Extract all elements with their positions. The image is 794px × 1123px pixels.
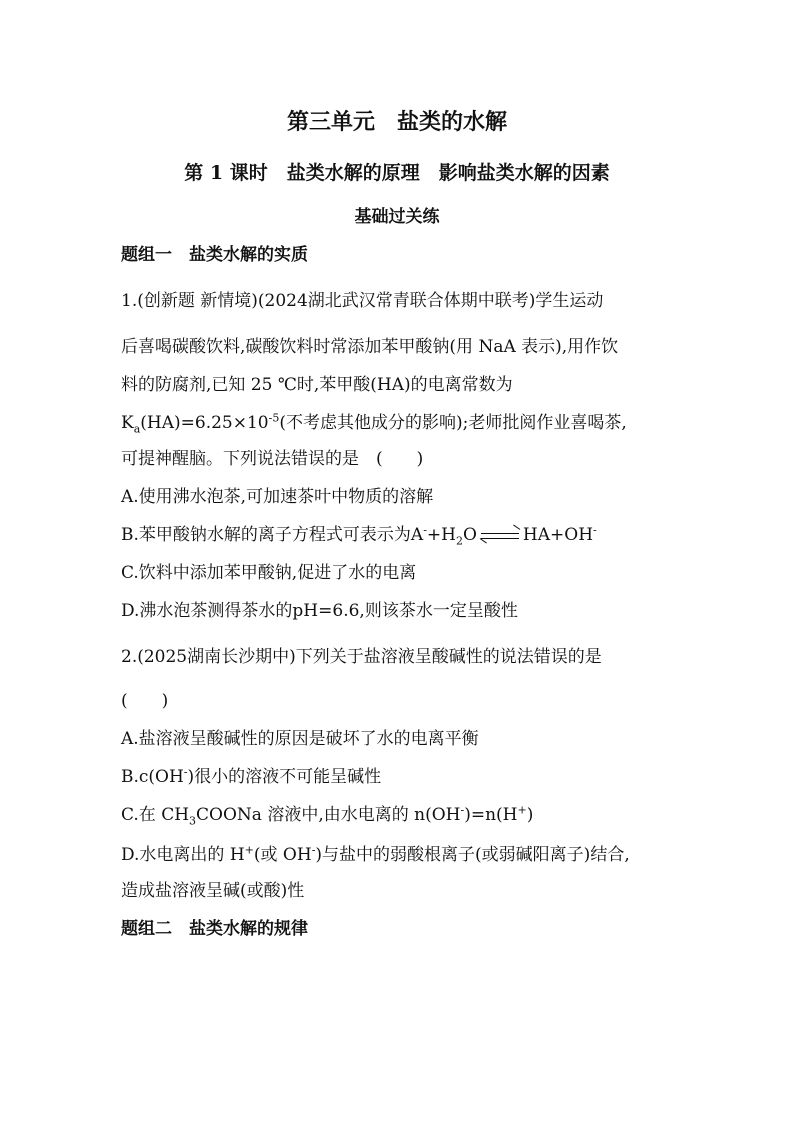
q1-stem-line-5: 可提神醒脑。下列说法错误的是 ( ) (121, 449, 424, 469)
q2-option-c-text: C.在 CH (121, 805, 190, 825)
unit-title: 第三单元 盐类的水解 (286, 109, 507, 135)
charge-plus: + (517, 803, 527, 817)
charge-minus: - (593, 523, 597, 537)
ka-exponent: -5 (268, 411, 280, 425)
q1-stem-line-2: 后喜喝碳酸饮料,碳酸饮料时常添加苯甲酸钠(用 NaA 表示),用作饮 (121, 337, 619, 357)
q2-stem-line-2: ( ) (121, 691, 169, 711)
q1-option-b-text: B.苯甲酸钠水解的离子方程式可表示为A (121, 525, 424, 545)
charge-minus: - (183, 765, 188, 779)
q1-option-c: C.饮料中添加苯甲酸钠,促进了水的电离 (121, 563, 417, 583)
equilibrium-arrow-icon (481, 531, 519, 541)
q2-option-b (121, 765, 694, 789)
q1-stem-line-4 (121, 411, 694, 435)
q2-option-c-mid: COONa 溶液中,由水电离的 n(OH (196, 805, 461, 825)
q2-option-b-text: B.c(OH (121, 767, 184, 787)
q1-option-d: D.沸水泡茶测得茶水的pH=6.6,则该茶水一定呈酸性 (121, 601, 518, 621)
q2-option-d-tail: )与盐中的弱酸根离子(或弱碱阳离子)结合, (315, 845, 630, 865)
ka-value: (HA)=6.25×10 (140, 413, 269, 433)
q1-stem-line-1: 1.(创新题 新情境)(2024湖北武汉常青联合体期中联考)学生运动 (121, 291, 604, 311)
charge-minus: - (423, 523, 427, 537)
q2-stem-line-1: 2.(2025湖南长沙期中)下列关于盐溶液呈酸碱性的说法错误的是 (121, 647, 602, 667)
group-heading-2: 题组二 盐类水解的规律 (121, 919, 308, 939)
q2-option-d-mid: (或 OH (253, 845, 312, 865)
q1-stem-line-4-tail: (不考虑其他成分的影响);老师批阅作业喜喝茶, (279, 413, 627, 433)
q2-option-a: A.盐溶液呈酸碱性的原因是破坏了水的电离平衡 (121, 729, 479, 749)
q1-option-b (121, 523, 694, 547)
ka-symbol: K (121, 413, 134, 433)
subscript-2: 2 (455, 534, 463, 548)
q2-option-d (121, 843, 694, 867)
q1-option-b-water: +H (426, 525, 456, 545)
q1-stem-line-3: 料的防腐剂,已知 25 ℃时,苯甲酸(HA)的电离常数为 (121, 375, 513, 395)
q2-option-d-line-2: 造成盐溶液呈碱(或酸)性 (121, 881, 305, 901)
subscript-3: 3 (189, 814, 197, 828)
q2-option-d-text: D.水电离出的 H (121, 845, 245, 865)
charge-minus: - (311, 843, 316, 857)
q1-option-a: A.使用沸水泡茶,可加速茶叶中物质的溶解 (121, 487, 434, 507)
q2-option-c-tail: ) (526, 805, 534, 825)
q2-option-c (121, 803, 694, 827)
q2-option-b-tail: )很小的溶液不可能呈碱性 (187, 767, 382, 787)
charge-minus: - (460, 803, 465, 817)
group-heading-1: 题组一 盐类水解的实质 (121, 245, 308, 265)
ka-subscript: a (133, 422, 141, 436)
q2-option-c-mid2: )=n(H (464, 805, 518, 825)
charge-plus: + (244, 843, 254, 857)
lesson-title: 第 1 课时 盐类水解的原理 影响盐类水解的因素 (184, 162, 610, 184)
q1-option-b-products: HA+OH (522, 525, 594, 545)
q1-option-b-oxygen: O (462, 525, 477, 545)
section-title: 基础过关练 (354, 207, 440, 227)
